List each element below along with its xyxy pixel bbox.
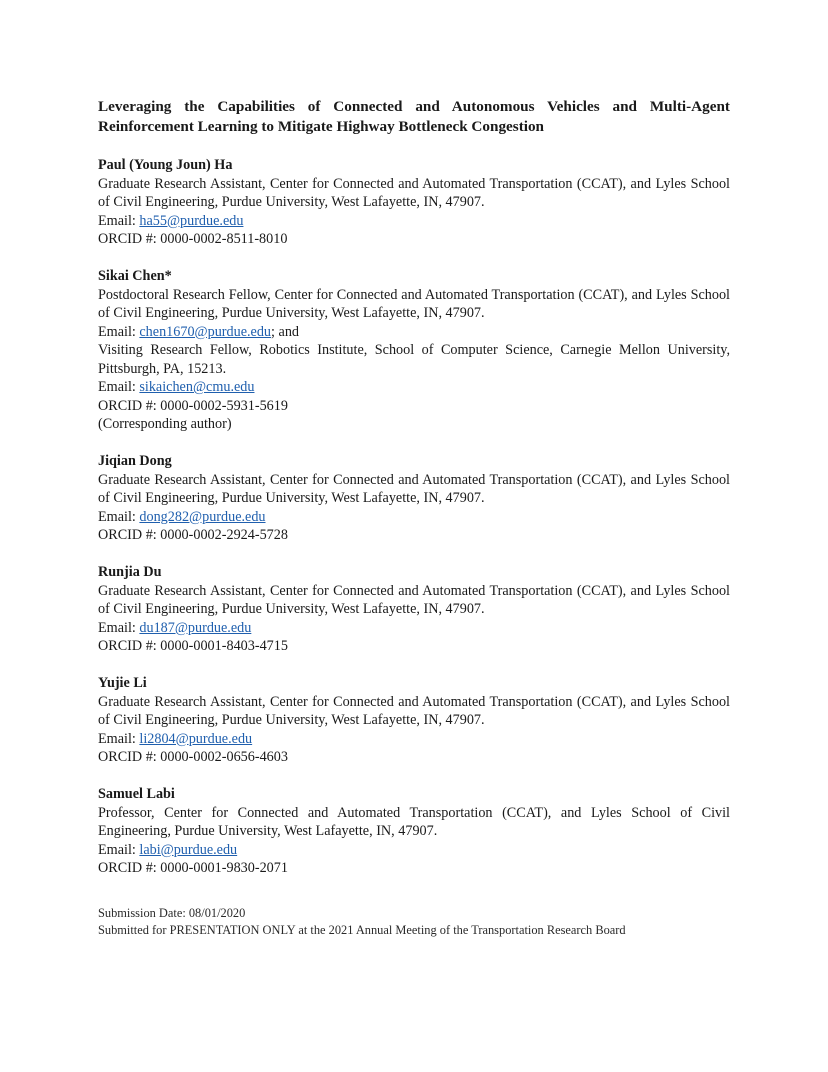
author-block-li bbox=[98, 674, 730, 767]
author-email-line bbox=[98, 323, 730, 342]
author-block-du bbox=[98, 563, 730, 656]
submission-footer bbox=[98, 905, 738, 938]
email-link[interactable]: sikaichen@cmu.edu bbox=[139, 379, 255, 395]
author-affiliation: Graduate Research Assistant, Center for Connected and Automated Transportation (CCAT), and Lyles School of Civil Engineering, Purdue University, West Lafayette, IN, 47907. bbox=[98, 582, 730, 617]
author-block-ha bbox=[98, 156, 730, 249]
author-orcid: ORCID #: 0000-0002-0656-4603 bbox=[98, 749, 288, 765]
author-name: Samuel Labi bbox=[98, 786, 175, 802]
author-name: Yujie Li bbox=[98, 675, 147, 691]
author-affiliation-secondary: Visiting Research Fellow, Robotics Institute, School of Computer Science, Carnegie Mellon University, Pittsburgh, PA, 15213. bbox=[98, 342, 730, 377]
email-label: Email: bbox=[98, 841, 140, 858]
author-email-line bbox=[98, 619, 730, 638]
author-email-line bbox=[98, 508, 730, 527]
author-email-line bbox=[98, 841, 730, 860]
author-block-chen bbox=[98, 267, 730, 434]
author-affiliation: Graduate Research Assistant, Center for Connected and Automated Transportation (CCAT), and Lyles School of Civil Engineering, Purdue University, West Lafayette, IN, 47907. bbox=[98, 175, 730, 210]
email-link[interactable]: chen1670@purdue.edu bbox=[139, 323, 272, 340]
author-block-dong bbox=[98, 452, 730, 545]
email-link[interactable]: dong282@purdue.edu bbox=[139, 508, 266, 525]
author-orcid: ORCID #: 0000-0001-8403-4715 bbox=[98, 638, 288, 654]
submission-date: Submission Date: 08/01/2020 bbox=[98, 906, 246, 920]
email-label: Email: bbox=[98, 379, 140, 395]
email-link[interactable]: li2804@purdue.edu bbox=[139, 730, 253, 747]
author-affiliation: Graduate Research Assistant, Center for Connected and Automated Transportation (CCAT), and Lyles School of Civil Engineering, Purdue University, West Lafayette, IN, 47907. bbox=[98, 471, 730, 506]
author-name: Runjia Du bbox=[98, 564, 162, 580]
author-name: Paul (Young Joun) Ha bbox=[98, 157, 233, 173]
author-name: Jiqian Dong bbox=[98, 453, 172, 469]
author-orcid: ORCID #: 0000-0002-2924-5728 bbox=[98, 527, 288, 543]
author-orcid: ORCID #: 0000-0002-5931-5619 bbox=[98, 397, 288, 414]
paper-title: Leveraging the Capabilities of Connected and Autonomous Vehicles and Multi-Agent Reinforcement Learning to Mitigate Highway Bottleneck Congestion bbox=[98, 98, 730, 135]
author-orcid: ORCID #: 0000-0002-8511-8010 bbox=[98, 231, 288, 247]
author-email-line bbox=[98, 730, 730, 749]
author-list bbox=[98, 156, 730, 896]
author-orcid: ORCID #: 0000-0001-9830-2071 bbox=[98, 860, 288, 876]
email-link[interactable]: du187@purdue.edu bbox=[139, 619, 252, 636]
author-name: Sikai Chen* bbox=[98, 268, 172, 284]
author-affiliation: Postdoctoral Research Fellow, Center for Connected and Automated Transportation (CCAT), and Lyles School of Civil Engineering, Purdue University, West Lafayette, IN, 47907. bbox=[98, 286, 730, 321]
corresponding-author-note: (Corresponding author) bbox=[98, 416, 232, 432]
email-link[interactable]: ha55@purdue.edu bbox=[139, 212, 244, 229]
author-affiliation: Graduate Research Assistant, Center for Connected and Automated Transportation (CCAT), and Lyles School of Civil Engineering, Purdue University, West Lafayette, IN, 47907. bbox=[98, 693, 730, 728]
email-label: Email: bbox=[98, 212, 140, 229]
email-label: Email: bbox=[98, 508, 140, 525]
author-block-labi bbox=[98, 785, 730, 878]
author-email-line-secondary bbox=[98, 378, 730, 397]
submission-note: Submitted for PRESENTATION ONLY at the 2021 Annual Meeting of the Transportation Research Board bbox=[98, 922, 626, 937]
email-link[interactable]: labi@purdue.edu bbox=[139, 841, 238, 858]
author-email-line bbox=[98, 212, 730, 231]
email-suffix: ; and bbox=[271, 323, 300, 340]
email-label: Email: bbox=[98, 323, 140, 340]
email-label: Email: bbox=[98, 619, 140, 636]
email-label: Email: bbox=[98, 730, 140, 747]
author-affiliation: Professor, Center for Connected and Automated Transportation (CCAT), and Lyles School of Civil Engineering, Purdue University, West Lafayette, IN, 47907. bbox=[98, 804, 730, 839]
